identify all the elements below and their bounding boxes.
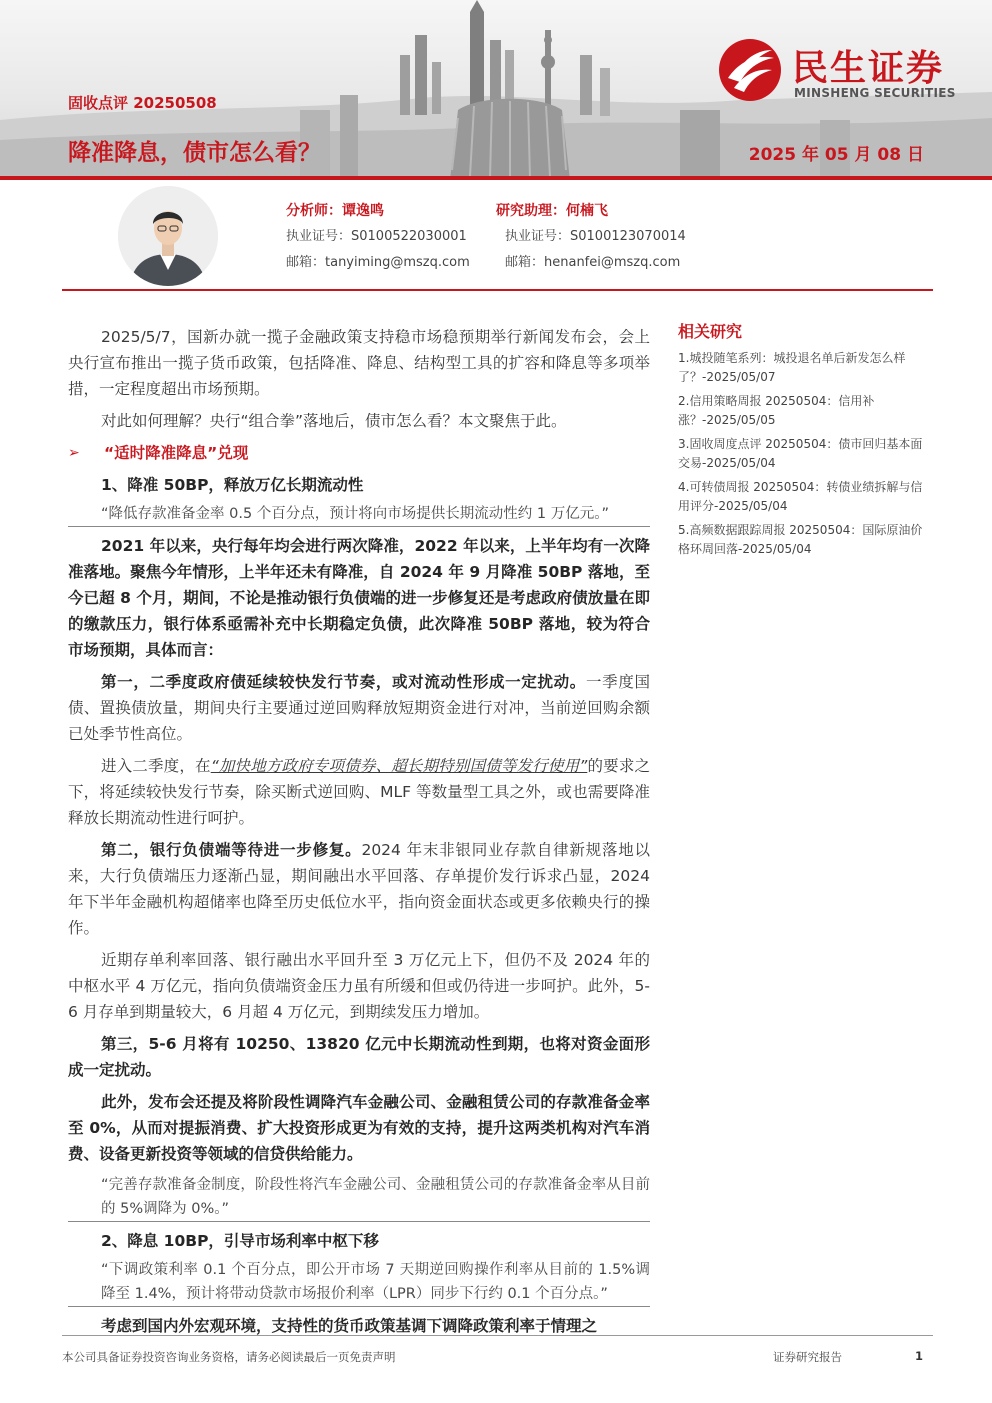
paragraph bbox=[68, 837, 650, 941]
paragraph: 此外，发布会还提及将阶段性调降汽车金融公司、金融租赁公司的存款准备金率至 0%，从而对提振消费、扩大投资形成更为有效的支持，提升这两类机构对汽车消费、设备更新投资等领域的信贷供给能力。 bbox=[68, 1093, 650, 1163]
paragraph: 对此如何理解？央行“组合拳”落地后，债市怎么看？本文聚焦于此。 bbox=[101, 412, 567, 430]
related-report-link[interactable]: 4.可转债周报 20250504：转债业绩拆解与信用评分-2025/05/04 bbox=[678, 480, 923, 513]
paragraph-text: 进入二季度，在 bbox=[101, 757, 211, 775]
report-date: 2025 年 05 月 08 日 bbox=[748, 145, 924, 165]
analyst-email: 邮箱：tanyiming@mszq.com bbox=[286, 255, 470, 270]
analyst-cert: 执业证号：S0100522030001 bbox=[286, 229, 467, 244]
policy-quote: “降低存款准备金率 0.5 个百分点，预计将向市场提供长期流动性约 1 万亿元。” bbox=[68, 502, 650, 527]
policy-citation: “加快地方政府专项债券、超长期特别国债等发行使用” bbox=[210, 757, 588, 775]
page-number: 1 bbox=[915, 1349, 924, 1363]
analyst-info-1 bbox=[286, 200, 470, 277]
assistant-cert: 执业证号：S0100123070014 bbox=[505, 229, 686, 244]
assistant-email: 邮箱：henanfei@mszq.com bbox=[505, 255, 681, 270]
related-report-link[interactable]: 1.城投随笔系列：城投退名单后新发怎么样了？-2025/05/07 bbox=[678, 351, 906, 384]
related-research-sidebar bbox=[678, 322, 933, 564]
minsheng-logo-icon bbox=[718, 38, 782, 102]
paragraph-text: 一季度国债、置换债放量，期间央行主要通过逆回购释放短期资金进行对冲，当前逆回购余额已处季节性高位。 bbox=[68, 673, 650, 743]
paragraph: 近期存单利率回落、银行融出水平回升至 3 万亿元上下，但仍不及 2024 年的中枢水平 4 万亿元，指向负债端资金压力虽有所缓和但或仍待进一步呵护。此外，5-6 月存单到期量较大，6 月超 4 万亿元，到期续发压力增加。 bbox=[68, 951, 650, 1021]
policy-quote: “完善存款准备金制度，阶段性将汽车金融公司、金融租赁公司的存款准备金率从目前的 5%调降为 0%。” bbox=[68, 1173, 650, 1222]
logo-english-name: MINSHENG SECURITIES bbox=[794, 86, 956, 100]
report-title: 降准降息，债市怎么看？ bbox=[68, 140, 321, 166]
related-report-link[interactable]: 2.信用策略周报 20250504：信用补涨？-2025/05/05 bbox=[678, 394, 875, 427]
company-logo bbox=[718, 38, 968, 104]
analyst-info-2 bbox=[496, 200, 686, 277]
paragraph: 考虑到国内外宏观环境，支持性的货币政策基调下调降政策利率于情理之 bbox=[101, 1317, 598, 1335]
analyst-portrait-image bbox=[118, 186, 218, 286]
subsection-heading: 2、降息 10BP，引导市场利率中枢下移 bbox=[101, 1232, 379, 1250]
footer-report-type: 证券研究报告 bbox=[773, 1350, 842, 1364]
paragraph: 2025/5/7，国新办就一揽子金融政策支持稳市场稳预期举行新闻发布会，会上央行宣布推出一揽子货币政策，包括降准、降息、结构型工具的扩容和降息等多项举措，一定程度超出市场预期。 bbox=[68, 328, 650, 398]
analyst-name: 分析师：谭逸鸣 bbox=[286, 203, 384, 219]
paragraph bbox=[68, 753, 650, 831]
header-rule bbox=[62, 289, 933, 291]
policy-quote: “下调政策利率 0.1 个百分点，即公开市场 7 天期逆回购操作利率从目前的 1.5%调降至 1.4%，预计将带动贷款市场报价利率（LPR）同步下行约 0.1 个百分点。” bbox=[68, 1258, 650, 1307]
header-banner bbox=[0, 0, 992, 180]
paragraph: 2021 年以来，央行每年均会进行两次降准，2022 年以来，上半年均有一次降准落地。聚焦今年情形，上半年还未有降准，自 2024 年 9 月降准 50BP 落地，至今已超 8 个月，期间，不论是推动银行负债端的进一步修复还是考虑政府债放量在即的缴款压力，银行体系亟需补充中长期稳定负债，此次降准 50BP 落地，较为符合市场预期，具体而言： bbox=[68, 537, 650, 659]
report-tag: 固收点评 20250508 bbox=[68, 94, 217, 112]
sidebar-title: 相关研究 bbox=[678, 322, 743, 341]
assistant-name: 研究助理：何楠飞 bbox=[496, 203, 608, 219]
footer-divider bbox=[62, 1335, 933, 1336]
analyst-avatar bbox=[118, 186, 218, 286]
paragraph-lead: 第二，银行负债端等待进一步修复。 bbox=[101, 841, 362, 859]
paragraph: 第三，5-6 月将有 10250、13820 亿元中长期流动性到期，也将对资金面形成一定扰动。 bbox=[68, 1035, 650, 1079]
banner-divider bbox=[0, 176, 992, 180]
subsection-heading: 1、降准 50BP，释放万亿长期流动性 bbox=[101, 476, 364, 494]
related-report-link[interactable]: 5.高频数据跟踪周报 20250504：国际原油价格环周回落-2025/05/04 bbox=[678, 523, 923, 556]
paragraph-text: 的要求之下，将延续较快发行节奏，除买断式逆回购、MLF 等数量型工具之外，或也需要降准释放长期流动性进行呵护。 bbox=[68, 757, 650, 827]
chevron-right-icon: ➢ bbox=[68, 445, 80, 461]
section-heading-text: “适时降准降息”兑现 bbox=[104, 444, 249, 462]
related-report-link[interactable]: 3.固收周度点评 20250504：债市回归基本面交易-2025/05/04 bbox=[678, 437, 923, 470]
main-body bbox=[68, 324, 650, 1345]
paragraph-text: 2024 年末非银同业存款自律新规落地以来，大行负债端压力逐渐凸显，期间融出水平回落、存单提价发行诉求凸显，2024 年下半年金融机构超储率也降至历史低位水平，指向资金面状态或更多依赖央行的操作。 bbox=[68, 841, 650, 937]
paragraph bbox=[68, 669, 650, 747]
footer-disclaimer: 本公司具备证券投资咨询业务资格，请务必阅读最后一页免责声明 bbox=[62, 1350, 396, 1364]
logo-chinese-name: 民生证券 bbox=[792, 48, 945, 89]
paragraph-lead: 第一，二季度政府债延续较快发行节奏，或对流动性形成一定扰动。 bbox=[101, 673, 586, 691]
section-heading bbox=[68, 440, 650, 466]
